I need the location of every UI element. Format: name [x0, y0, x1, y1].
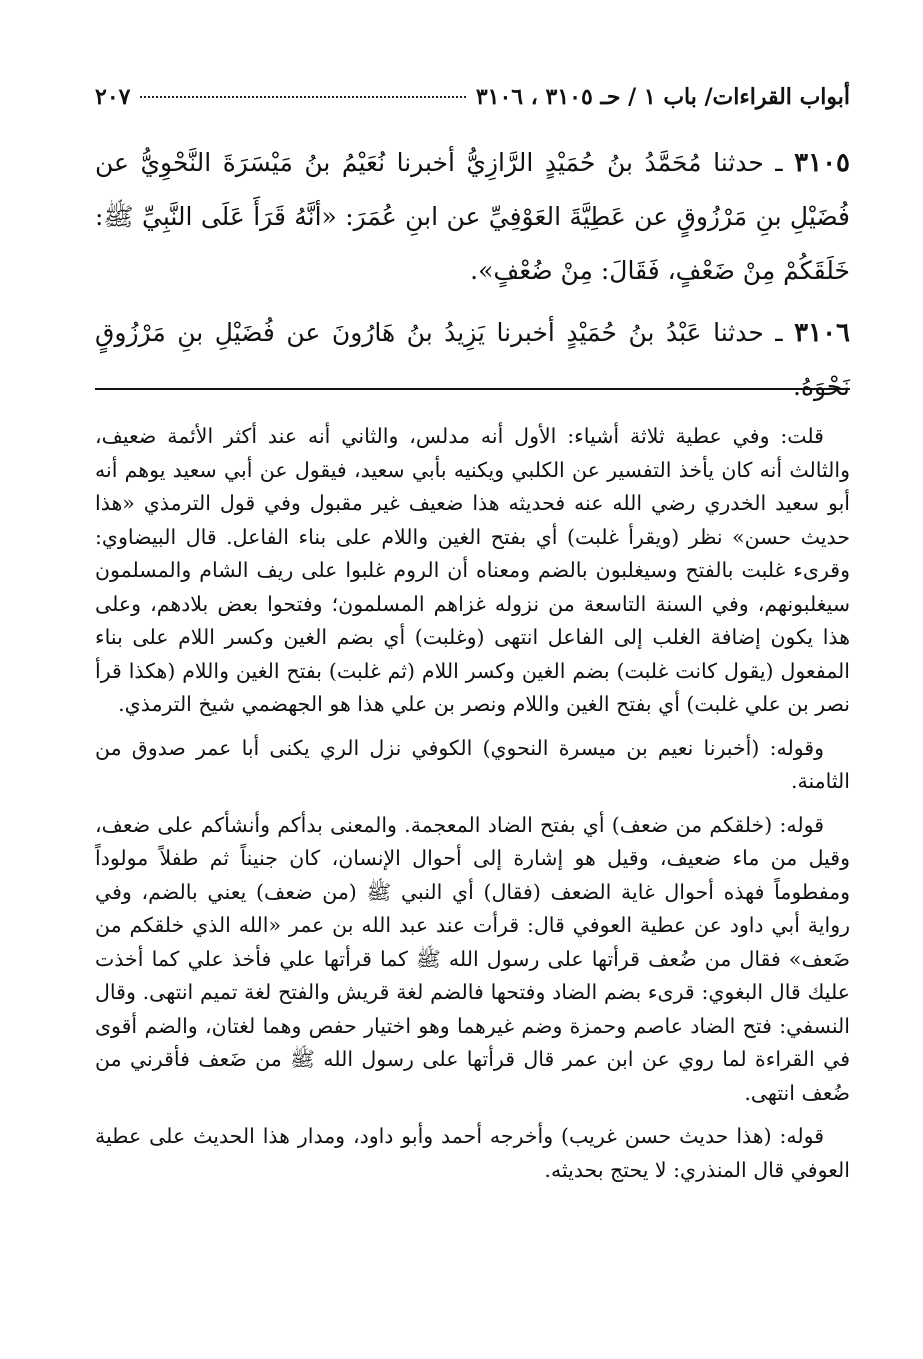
hadith-text-block: [95, 136, 850, 422]
hadith-dash: ـ: [763, 318, 795, 347]
commentary-paragraph: قلت: وفي عطية ثلاثة أشياء: الأول أنه مدلس، والثاني أنه عند أكثر الأئمة ضعيف، والثالث أنه كان يأخذ التفسير عن الكلبي ويكنيه بأبي سعيد، فيقول عن أبي سعيد يوهم أنه أبو سعيد الخدري رضي الله عنه فحديثه هذا ضعيف غير مقبول وفي قول الترمذي «هذا حديث حسن» نظر (ويقرأ غلبت) أي بفتح الغين واللام على بناء الفاعل. قال البيضاوي: وقرىء غلبت بالفتح وسيغلبون بالضم ومعناه أن الروم غلبوا على ريف الشام والمسلمون سيغلبونهم، وفي السنة التاسعة من نزوله غزاهم المسلمون؛ وفتحوا بعض بلادهم، وعلى هذا يكون إضافة الغلب إلى الفاعل انتهى (وغلبت) أي بضم الغين وكسر اللام على بناء المفعول (يقول كانت غلبت) بضم الغين وكسر اللام (ثم غلبت) بفتح الغين واللام (هكذا قرأ نصر بن علي غلبت) أي بفتح الغين واللام ونصر بن علي هذا هو الجهضمي شيخ الترمذي.: [95, 424, 850, 716]
running-title: أبواب القراءات/ باب ١ / حـ ٣١٠٥ ، ٣١٠٦: [475, 84, 850, 110]
hadith-dash: ـ: [763, 148, 795, 177]
page-header: [95, 84, 850, 118]
hadith-number: ٣١٠٥: [794, 148, 850, 178]
page-number: ٢٠٧: [95, 84, 131, 110]
commentary-paragraph: وقوله: (أخبرنا نعيم بن ميسرة النحوي) الكوفي نزل الري يكنى أبا عمر صدوق من الثامنة.: [95, 735, 850, 793]
hadith-3106: [95, 306, 850, 414]
commentary-paragraph: قوله: (هذا حديث حسن غريب) وأخرجه أحمد وأبو داود، ومدار هذا الحديث على عطية العوفي قال المنذري: لا يحتج بحديثه.: [95, 1124, 850, 1182]
commentary-block: [95, 420, 850, 1197]
commentary-paragraph: قوله: (خلقكم من ضعف) أي بفتح الضاد المعجمة. والمعنى بدأكم وأنشأكم على ضعف، وقيل من ماء ضعيف، وقيل هو إشارة إلى أحوال الإنسان، كان جنيناً ثم طفلاً مولوداً ومفطوماً فهذه أحوال غاية الضعف (فقال) أي النبي ﷺ (من ضعف) يعني بالضم، وفي رواية أبي داود عن عطية العوفي قال: قرأت عند عبد الله بن عمر «الله الذي خلقكم من ضَعف» فقال من ضُعف قرأتها على رسول الله ﷺ كما قرأتها علي فأخذ علي كما أخذت عليك قال البغوي: قرىء بضم الضاد وفتحها فالضم لغة قريش والفتح لغة تميم انتهى. وقال النسفي: فتح الضاد عاصم وحمزة وضم غيرهما وهو اختيار حفص وهما لغتان، والضم أقوى في القراءة لما روي عن ابن عمر قال قرأتها على رسول الله ﷺ من ضَعف فأقرني من ضُعف انتهى.: [95, 812, 851, 1105]
dotted-leader: [140, 96, 465, 98]
hadith-body: حدثنا مُحَمَّدُ بنُ حُمَيْدٍ الرَّازِيُّ أخبرنا نُعَيْمُ بنُ مَيْسَرَةَ النَّحْوِيُّ عن فُضَيْلِ بنِ مَرْزُوقٍ عن عَطِيَّةَ العَوْفِيِّ عن ابنِ عُمَرَ: «أنَّهُ قَرَأَ عَلَى النَّبِيِّ ﷺ: خَلَقَكُمْ مِنْ ضَعْفٍ، فَقَالَ: مِنْ ضُعْفٍ».: [95, 148, 850, 285]
section-divider: [95, 388, 850, 390]
hadith-3105: [95, 136, 850, 298]
hadith-body: حدثنا عَبْدُ بنُ حُمَيْدٍ أخبرنا يَزِيدُ بنُ هَارُونَ عن فُضَيْلِ بنِ مَرْزُوقٍ نَحْوَهُ.: [95, 318, 850, 401]
hadith-number: ٣١٠٦: [794, 318, 851, 348]
